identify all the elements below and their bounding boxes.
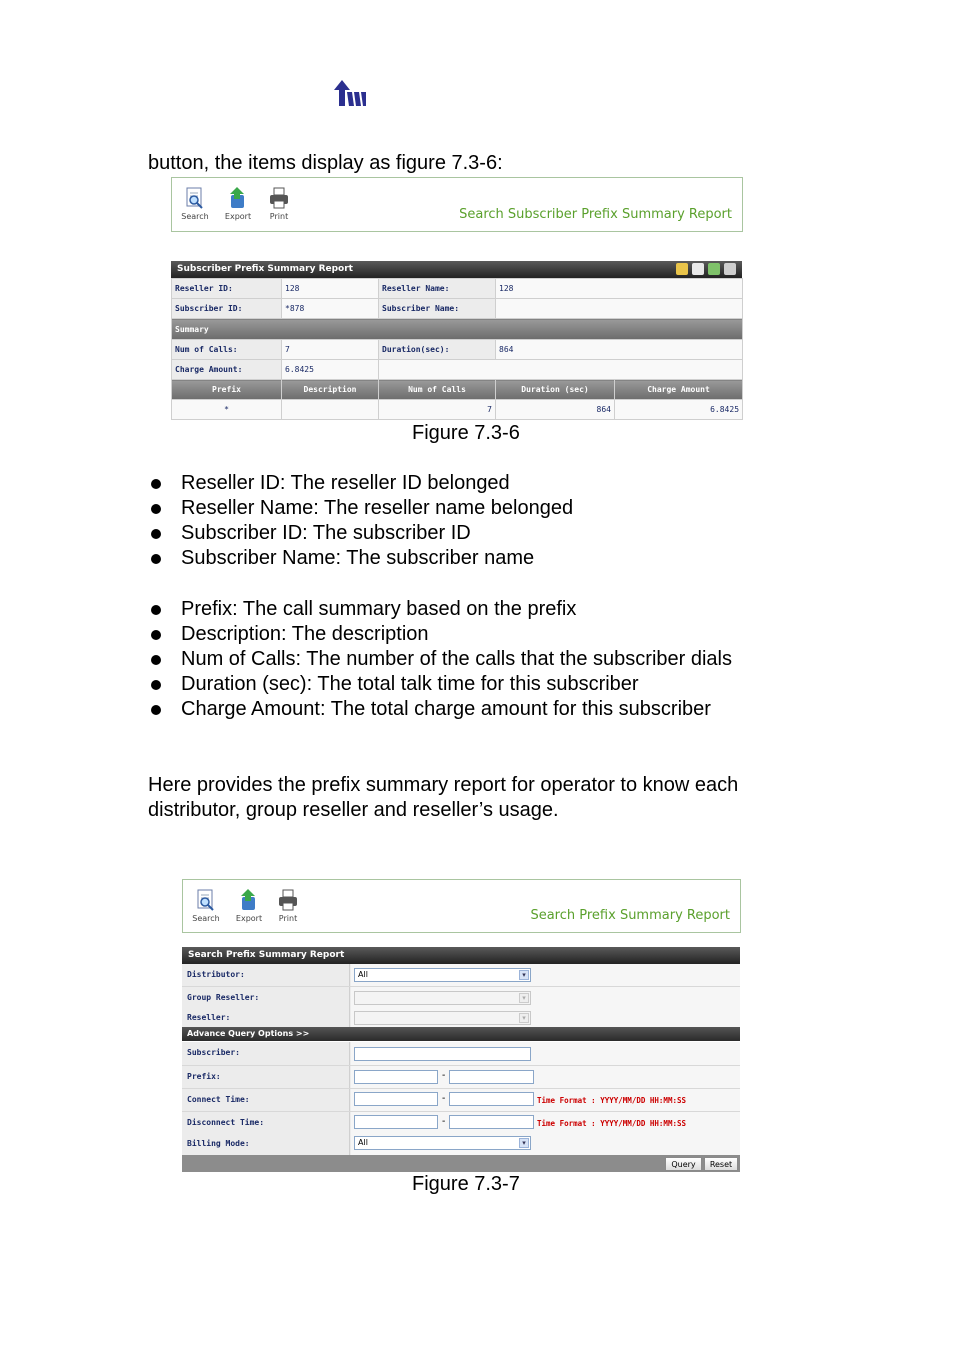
export-button[interactable]: Export bbox=[232, 888, 266, 923]
list-item: Charge Amount: The total charge amount for this subscriber bbox=[149, 697, 732, 722]
logo-icon bbox=[332, 78, 368, 108]
paragraph-line: distributor, group reseller and reseller’s usage. bbox=[148, 799, 559, 821]
disconnect-time-from-input[interactable] bbox=[354, 1115, 438, 1129]
prefix-to-input[interactable] bbox=[449, 1070, 534, 1084]
cell-prefix: * bbox=[172, 400, 282, 420]
chevron-down-icon: ▾ bbox=[519, 993, 529, 1003]
group-reseller-label: Group Reseller: bbox=[182, 987, 350, 1009]
export-icon bbox=[238, 888, 260, 912]
advance-options-toggle[interactable]: Advance Query Options >> bbox=[182, 1027, 740, 1041]
subscriber-id-label: Subscriber ID: bbox=[172, 299, 282, 319]
reseller-name-value: 128 bbox=[496, 279, 743, 299]
table-row bbox=[172, 400, 743, 420]
table-row bbox=[172, 299, 743, 319]
distributor-label: Distributor: bbox=[182, 964, 350, 986]
chevron-down-icon: ▾ bbox=[519, 1138, 529, 1148]
chevron-down-icon: ▾ bbox=[519, 1013, 529, 1023]
subscriber-label: Subscriber: bbox=[182, 1042, 350, 1065]
charge-label: Charge Amount: bbox=[172, 360, 282, 380]
list-item: Description: The description bbox=[149, 622, 732, 647]
panel-title: Subscriber Prefix Summary Report bbox=[177, 264, 353, 274]
list-item: Subscriber ID: The subscriber ID bbox=[149, 521, 573, 546]
search-form bbox=[182, 947, 740, 1172]
list-item: Duration (sec): The total talk time for this subscriber bbox=[149, 672, 732, 697]
reseller-select[interactable] bbox=[354, 1011, 531, 1025]
reseller-id-value: 128 bbox=[282, 279, 379, 299]
billing-mode-label: Billing Mode: bbox=[182, 1133, 350, 1155]
search-icon bbox=[195, 888, 217, 912]
export-icon[interactable] bbox=[708, 263, 720, 275]
duration-value: 864 bbox=[496, 340, 743, 360]
subscriber-row bbox=[182, 1042, 740, 1066]
intro-text: button, the items display as figure 7.3-6: bbox=[148, 152, 503, 174]
print-icon bbox=[268, 186, 290, 210]
panel-header bbox=[182, 947, 740, 964]
search-button[interactable]: Search bbox=[189, 888, 223, 923]
column-header-description[interactable]: Description bbox=[282, 380, 379, 400]
table-row bbox=[172, 360, 743, 380]
reseller-label: Reseller: bbox=[182, 1007, 350, 1029]
column-header-row bbox=[172, 380, 743, 400]
table-row bbox=[172, 340, 743, 360]
column-header-charge[interactable]: Charge Amount bbox=[615, 380, 743, 400]
connect-time-row: Connect Time: - Time Format : YYYY/MM/DD HH:MM:SS bbox=[182, 1089, 740, 1112]
panel-header bbox=[171, 261, 742, 278]
bullet-list bbox=[149, 597, 732, 722]
export-icon bbox=[227, 186, 249, 210]
list-item: Reseller ID: The reseller ID belonged bbox=[149, 471, 573, 496]
print-button[interactable]: Print bbox=[262, 186, 296, 221]
reset-button[interactable]: Reset bbox=[704, 1157, 738, 1171]
connect-time-to-input[interactable] bbox=[449, 1092, 534, 1106]
distributor-select[interactable]: All ▾ bbox=[354, 968, 531, 982]
billing-mode-row bbox=[182, 1133, 740, 1156]
list-item: Prefix: The call summary based on the prefix bbox=[149, 597, 732, 622]
search-icon[interactable] bbox=[676, 263, 688, 275]
search-button[interactable]: Search bbox=[178, 186, 212, 221]
distributor-row bbox=[182, 964, 740, 987]
form-footer bbox=[182, 1155, 740, 1172]
column-header-duration[interactable]: Duration (sec) bbox=[496, 380, 615, 400]
paragraph-line: Here provides the prefix summary report for operator to know each bbox=[148, 774, 739, 796]
connect-time-label: Connect Time: bbox=[182, 1089, 350, 1111]
subscriber-name-value bbox=[496, 299, 743, 319]
num-calls-label: Num of Calls: bbox=[172, 340, 282, 360]
query-button[interactable]: Query bbox=[665, 1157, 702, 1171]
disconnect-time-to-input[interactable] bbox=[449, 1115, 534, 1129]
list-item: Num of Calls: The number of the calls that the subscriber dials bbox=[149, 647, 732, 672]
num-calls-value: 7 bbox=[282, 340, 379, 360]
cell-num-calls: 7 bbox=[379, 400, 496, 420]
empty-cell bbox=[379, 360, 743, 380]
list-item: Subscriber Name: The subscriber name bbox=[149, 546, 573, 571]
summary-bar bbox=[172, 319, 743, 340]
table-row bbox=[172, 279, 743, 299]
subscriber-name-label: Subscriber Name: bbox=[379, 299, 496, 319]
prefix-from-input[interactable] bbox=[354, 1070, 438, 1084]
time-format-hint: Time Format : YYYY/MM/DD HH:MM:SS bbox=[537, 1096, 687, 1105]
charge-value: 6.8425 bbox=[282, 360, 379, 380]
edit-icon[interactable] bbox=[692, 263, 704, 275]
figure-caption: Figure 7.3-7 bbox=[412, 1173, 520, 1195]
column-header-num-calls[interactable]: Num of Calls bbox=[379, 380, 496, 400]
cell-duration: 864 bbox=[496, 400, 615, 420]
summary-label: Summary bbox=[172, 319, 743, 340]
report-panel bbox=[171, 261, 742, 420]
time-format-hint: Time Format : YYYY/MM/DD HH:MM:SS bbox=[537, 1119, 687, 1128]
disconnect-time-row: Disconnect Time: - Time Format : YYYY/MM/DD HH:MM:SS bbox=[182, 1112, 740, 1135]
column-header-prefix[interactable]: Prefix bbox=[172, 380, 282, 400]
duration-label: Duration(sec): bbox=[379, 340, 496, 360]
toolbar bbox=[171, 177, 743, 232]
toolbar bbox=[182, 879, 741, 933]
panel-title: Search Prefix Summary Report bbox=[188, 950, 345, 960]
toolbar-title: Search Prefix Summary Report bbox=[530, 908, 730, 923]
reseller-id-label: Reseller ID: bbox=[172, 279, 282, 299]
connect-time-from-input[interactable] bbox=[354, 1092, 438, 1106]
bullet-list bbox=[149, 471, 573, 571]
disconnect-time-label: Disconnect Time: bbox=[182, 1112, 350, 1134]
cell-charge: 6.8425 bbox=[615, 400, 743, 420]
print-icon[interactable] bbox=[724, 263, 736, 275]
export-button[interactable]: Export bbox=[221, 186, 255, 221]
toolbar-title: Search Subscriber Prefix Summary Report bbox=[459, 207, 732, 222]
figure-caption: Figure 7.3-6 bbox=[412, 422, 520, 444]
cell-description bbox=[282, 400, 379, 420]
report-table bbox=[171, 278, 743, 420]
billing-mode-select[interactable]: All ▾ bbox=[354, 1136, 531, 1150]
prefix-label: Prefix: bbox=[182, 1066, 350, 1088]
print-button[interactable]: Print bbox=[271, 888, 305, 923]
list-item: Reseller Name: The reseller name belonged bbox=[149, 496, 573, 521]
subscriber-id-value: *878 bbox=[282, 299, 379, 319]
prefix-row: Prefix: - bbox=[182, 1066, 740, 1089]
subscriber-input[interactable] bbox=[354, 1047, 531, 1061]
chevron-down-icon: ▾ bbox=[519, 970, 529, 980]
search-icon bbox=[184, 186, 206, 210]
group-reseller-select[interactable] bbox=[354, 991, 531, 1005]
print-icon bbox=[277, 888, 299, 912]
reseller-name-label: Reseller Name: bbox=[379, 279, 496, 299]
